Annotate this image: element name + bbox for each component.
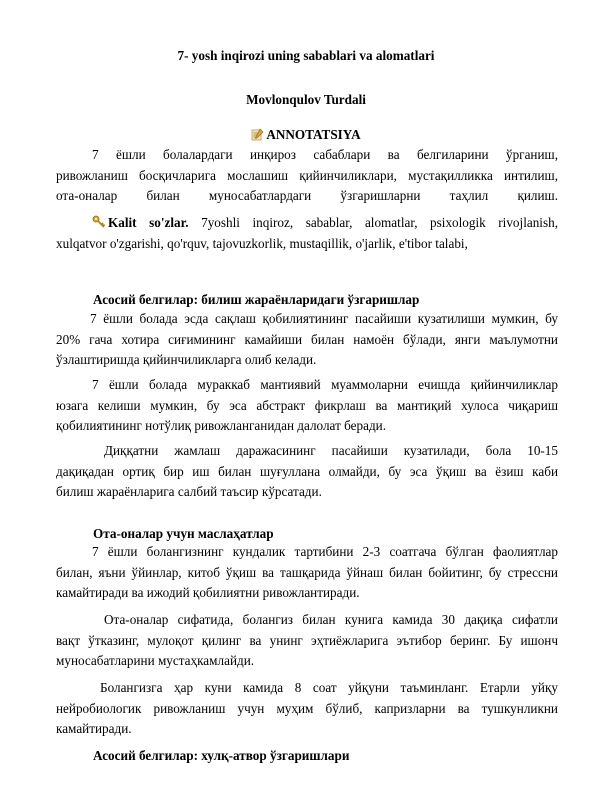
keywords-paragraph: [56, 213, 558, 254]
section2-paragraph: [56, 678, 558, 740]
key-icon: [92, 215, 106, 229]
keywords-label: Kalit so'zlar.: [108, 215, 189, 230]
paragraph-line: 7 ёшли болада эсда сақлаш қобилиятининг пасайиши кузатилиши мумкин, бу: [90, 311, 558, 326]
paragraph-line: юзага келиши мумкин, бу эса абстракт фикрлаш ва мантиқий хулоса чиқариш: [56, 397, 558, 413]
document-title: 7- yosh inqirozi uning sabablari va alomatlari: [177, 48, 435, 63]
section1-paragraph: [56, 375, 558, 437]
section-heading: Асосий белгилар: хулқ-атвор ўзгаришлари: [93, 748, 350, 763]
annotation-heading: ANNOTATSIYA: [266, 127, 361, 142]
section-heading: Асосий белгилар: билиш жараёнларидаги ўзгаришлар: [93, 292, 420, 307]
annotation-line: ота-оналар билан муносабатлардаги ўзгаришларни таҳлил қилиш.: [56, 188, 558, 203]
paragraph-line: ўзлаштиришда қийинчиликларга олиб келади.: [56, 352, 317, 367]
memo-icon: [251, 128, 264, 141]
keywords-line: [56, 213, 558, 234]
paragraph-line: вақт ўтказинг, мулоқот қилинг ва унинг эҳтиёжларига эътибор беринг. Бу ишонч: [56, 632, 558, 648]
paragraph-line: билиш жараёнларига салбий таъсир кўрсатади.: [56, 484, 322, 499]
paragraph-line: 7 ёшли болада мураккаб мантиявий муаммоларни ечишда қийинчиликлар: [92, 377, 558, 392]
section1-paragraph: [56, 441, 558, 503]
paragraph-line: Ота-оналар сифатида, болангиз билан кунига камида 30 дақиқа сифатли: [104, 612, 558, 627]
paragraph-line: Болангизга ҳар куни камида 8 соат уйқуни таъминланг. Етарли уйқу: [100, 680, 558, 695]
paragraph-line: қобилиятининг нотўлиқ ривожланганидан далолат беради.: [56, 418, 387, 433]
paragraph-line: муносабатларини мустаҳкамлайди.: [56, 653, 255, 668]
annotation-line: 7 ёшли болалардаги инқироз сабаблари ва белгиларини ўрганиш,: [92, 147, 558, 162]
paragraph-line: камайтиради ва ижодий қобилиятни ривожлантиради.: [56, 585, 360, 600]
paragraph-line: билан, яъни ўйинлар, китоб ўқиш ва ташқарида ўйнаш билан бойитинг, бу стрессни: [56, 564, 558, 580]
paragraph-line: 7 ёшли болангизнинг кундалик тартибини 2-3 соатгача бўлган фаолиятлар: [92, 544, 558, 559]
section1-paragraph: [56, 309, 558, 371]
paragraph-line: дақиқадан ортиқ бир иш билан шуғуллана олмайди, бу эса ўқиш ва ёзиш каби: [56, 463, 558, 479]
section2-paragraph: [56, 610, 558, 672]
annotation-paragraph: [56, 145, 558, 207]
section-heading: Ота-оналар учун маслаҳатлар: [93, 526, 274, 541]
paragraph-line: 20% гача хотира сиғимининг камайиши билан намоён бўлади, янги маълумотни: [56, 331, 558, 347]
paragraph-line: Диққатни жамлаш даражасининг пасайиши кузатилади, бола 10-15: [104, 443, 558, 458]
annotation-heading-row: [0, 127, 612, 143]
author-name: Movlonqulov Turdali: [246, 92, 366, 107]
paragraph-line: нейробиологик ривожланиш учун муҳим бўлиб, капризларни ва тушкунликни: [56, 700, 558, 716]
section2-paragraph: [56, 542, 558, 604]
paragraph-line: камайтиради.: [56, 721, 132, 736]
keywords-text: 7yoshli inqiroz, sabablar, alomatlar, psixologik rivojlanish,: [188, 215, 558, 230]
keywords-line: xulqatvor o'zgarishi, qo'rquv, tajovuzkorlik, mustaqillik, o'jarlik, e'tibor talabi,: [56, 235, 468, 251]
annotation-line: ривожланиш босқичларига мослашиш қийинчиликлари, мустақилликка интилиш,: [56, 167, 558, 183]
